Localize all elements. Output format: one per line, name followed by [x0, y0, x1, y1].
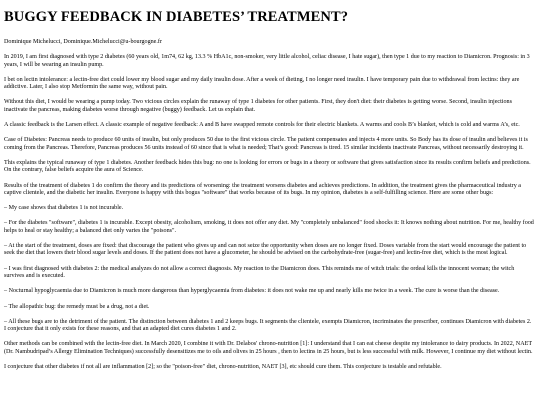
paragraph: Other methods can be combined with the lectin-free diet. In March 2020, I combine it with Dr. Delabos' chrono-nutrition [1]: I understand that I can eat cheese despite my intolerance to dairy products. In 2022, NAET (Dr. Nambudripad’s Allergy Elimination Techniques) successfully desensitizes me to oils and olives in 25 hours , then to lectins in 25 hours, but is less successful with milk. However, I continue my diet without lectin.: [4, 341, 533, 355]
paragraph: – Nocturnal hypoglycaemia due to Diamicron is much more dangerous than hyperglycaemia from diabetes: it does not wake me up and nearly kills me twice in a week. The cure is worse than the disease.: [4, 288, 500, 295]
paragraph: In 2019, I am first diagnosed with type 2 diabetes (60 years old, 1m74, 62 kg, 13.3 % HbA1c, non-smoker, very little alcohol, celiac disease, I hate sugar), then type 1 due to my reaction to Diamicron. Prognosis: in 3 years, I will be wearing an insulin pump.: [4, 54, 530, 68]
paragraph: – At the start of the treatment, doses are fixed: that discourage the patient who gives up and can not seize the opportunity when doses are no longer fixed. Doses variable from the start would encourage the patient to seek the diet that lowers their blood sugar levels and doses. If the patient does not have a glucometer, he should be advised on the carbohydrate-free (sugar-free) and lectin-free diet, which is the most logical.: [4, 243, 527, 257]
paragraph: – My case shows that diabetes 1 is not incurable.: [4, 205, 124, 212]
paragraph: – For the diabetes "software", diabetes 1 is incurable. Except obesity, alcoholism, smoking, it does not offer any diet. My "completely unbalanced" food shocks it: It knows nothing about nutrition. For me, healthy food helps to heal or stay healthy; a balanced diet only varies the "poisons".: [4, 220, 534, 234]
document-title: BUGGY FEEDBACK IN DIABETES’ TREATMENT?: [4, 9, 349, 25]
paragraph: I conjecture that other diabetes if not all are inflammation [2]; so the "poison-free" diet, chrono-nutrition, NAET [3], etc should cure them. This conjecture is testable and refutable.: [4, 364, 442, 371]
paragraph: – I was first diagnosed with diabetes 2: the medical analyzes do not allow a correct diagnosis. My reaction to the Diamicron does. This reminds me of witch trials: the ordeal kills the innocent woman; the witch survives and is executed.: [4, 265, 515, 279]
paragraph: Case of Diabetes: Pancreas needs to produce 60 units of insulin, but only produces 50 due to the first vicious circle. The patient compensates and injects 4 more units. So Body has its dose of insulin and believes it is coming from the Pancreas. Therefore, Pancreas produces 56 units instead of 60 since that is what is needed; That’s good: Pancreas is tired. 15 similar incidents inactivate Pancreas, without necessarily destroying it.: [4, 137, 528, 151]
paragraph: – All these bugs are to the detriment of the patient. The distinction between diabetes 1 and 2 keeps bugs. It segments the clientele, exempts Diamicron, incriminates the prescriber, continues Diamicron with diabetes 2. I conjecture that it only exists for these reasons, and that an adapted diet cures diabetes 1 and 2.: [4, 318, 532, 333]
paragraph: – The allopathic bug: the remedy must be a drug, not a diet.: [4, 303, 150, 310]
paragraph: I bet on lectin intolerance: a lectin-free diet could lower my blood sugar and my daily insulin dose. After a week of dieting, I no longer need insulin. I have temporary pain due to withdrawal from lectins: they are addictive. Later, I also stop Metformin the same way, without pain.: [4, 76, 520, 91]
paragraph: Results of the treatment of diabetes 1 do confirm the theory and its predictions of worsening: the treatment worsens diabetes and achieves predictions. In addition, the treatment gives the pharmaceutical industry a captive clientele, and the diabetic her insulin. Everyone is happy with this bogus "software" that works because of its bugs. In my opinion, diabetes is a self-fulfilling science. Here are some other bugs:: [4, 182, 521, 196]
paragraph: Without this diet, I would be wearing a pump today. Two vicious circles explain the runaway of type 1 diabetes for other patients. First, they don't diet: their diabetes is getting worse. Second, insulin injections inactivate the pancreas, making diabetes worse through negative (buggy) feedback. Let us explain that.: [4, 99, 512, 113]
paragraph: This explains the typical runaway of type 1 diabetes. Another feedback hides this bug: no one is looking for errors or bugs in a theory or software that gives satisfaction since its results confirm beliefs and predictions. On the contrary, false beliefs acquire the aura of Science.: [4, 159, 531, 174]
paragraph: A classic feedback is the Larsen effect. A classic example of negative feedback: A and B have swapped remote controls for their electric blankets. A warms and cools B’s blanket, which is cold and warms A’s, etc.: [4, 122, 520, 129]
author-line: Dominique Michelucci, Dominique.Michelucci@u-bourgogne.fr: [4, 39, 162, 45]
